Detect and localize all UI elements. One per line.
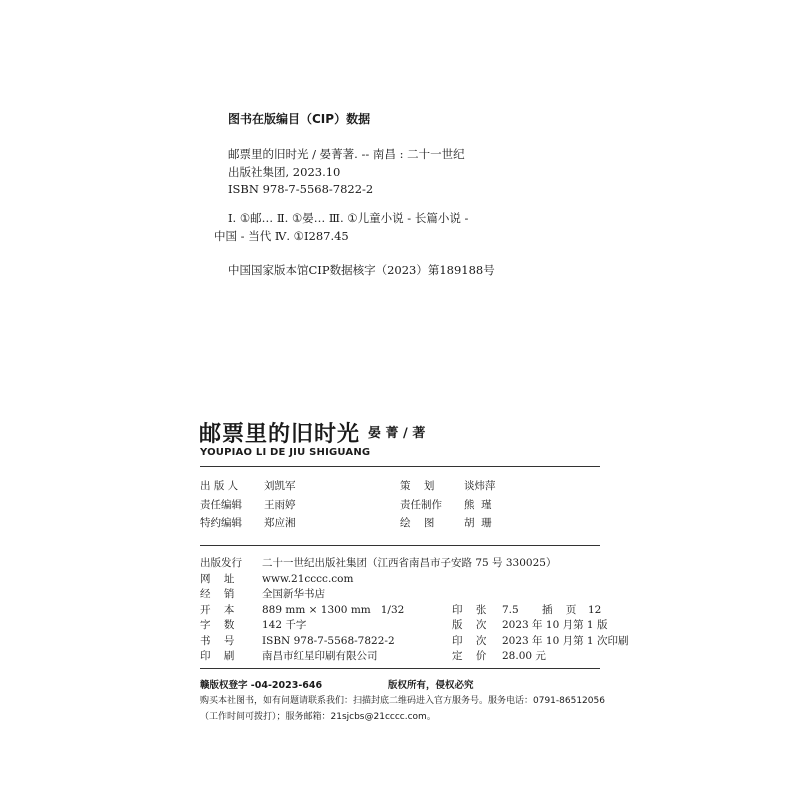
pub-sheets-row [452, 603, 601, 618]
pub-label: 印 刷 [200, 650, 235, 662]
service-hours-email: （工作时间可拨打）；服务邮箱：21sjcbs@21cccc.com。 [200, 712, 436, 722]
staff-label: 策 划 [400, 480, 435, 492]
pub-label: 出版发行 [200, 557, 242, 569]
cip-classification-line1: Ⅰ. ①邮… Ⅱ. ①晏… Ⅲ. ①儿童小说 - 长篇小说 - [228, 211, 469, 225]
pub-value: 2023 年 10 月第 1 次印刷 [502, 635, 629, 647]
staff-label: 出 版 人 [200, 480, 239, 492]
pub-value: 7.5 [502, 604, 519, 616]
pub-label: 字 数 [200, 619, 235, 631]
pub-isbn-row [200, 634, 395, 649]
pub-value: 二十一世纪出版社集团（江西省南昌市子安路 75 号 330025） [262, 557, 557, 569]
pub-value: www.21cccc.com [262, 573, 354, 585]
staff-label: 责任制作 [400, 499, 442, 511]
pub-label: 书 号 [200, 635, 235, 647]
staff-value: 熊 瑾 [464, 499, 492, 511]
pub-label: 插 页 [542, 604, 577, 616]
staff-label: 特约编辑 [200, 517, 242, 529]
pub-label: 定 价 [452, 650, 487, 662]
staff-value: 刘凯军 [264, 480, 296, 492]
divider-line [200, 545, 600, 546]
staff-value: 谈炜萍 [464, 480, 496, 492]
pub-label: 经 销 [200, 588, 235, 600]
book-title-pinyin: YOUPIAO LI DE JIU SHIGUANG [200, 447, 371, 458]
book-title: 邮票里的旧时光 [199, 421, 361, 447]
staff-label: 责任编辑 [200, 499, 242, 511]
staff-value: 郑应湘 [264, 517, 296, 529]
rights-reserved: 版权所有，侵权必究 [388, 680, 474, 691]
staff-production [400, 498, 492, 513]
pub-price-row [452, 649, 546, 664]
pub-distributor-row [200, 587, 325, 602]
pub-label: 印 次 [452, 635, 487, 647]
pub-value: 全国新华书店 [262, 588, 325, 600]
cip-record-line2: 出版社集团, 2023.10 [228, 165, 341, 179]
pub-value: 28.00 元 [502, 650, 546, 662]
cip-isbn: ISBN 978-7-5568-7822-2 [228, 182, 374, 196]
copyright-registration: 赣版权登字 -04-2023-646 [200, 680, 323, 691]
pub-format-row [200, 603, 404, 618]
pub-printing-row [452, 634, 628, 649]
pub-label: 网 址 [200, 573, 235, 585]
cip-record-line1: 邮票里的旧时光 / 晏菁著. -- 南昌 : 二十一世纪 [228, 147, 465, 161]
pub-label: 版 次 [452, 619, 487, 631]
staff-illustrator [400, 516, 492, 531]
pub-value: 2023 年 10 月第 1 版 [502, 619, 608, 631]
staff-planner [400, 479, 496, 494]
pub-value: 142 千字 [262, 619, 307, 631]
cip-heading: 图书在版编目（CIP）数据 [228, 112, 371, 126]
pub-value: ISBN 978-7-5568-7822-2 [262, 635, 395, 647]
divider-line [200, 668, 600, 669]
cip-verification-number: 中国国家版本馆CIP数据核字（2023）第189188号 [228, 263, 495, 277]
cip-classification-line2: 中国 - 当代 Ⅳ. ①I287.45 [214, 229, 349, 243]
pub-label: 印 张 [452, 604, 487, 616]
pub-label: 开 本 [200, 604, 235, 616]
pub-words-row [200, 618, 306, 633]
staff-value: 胡 珊 [464, 517, 492, 529]
pub-value: 889 mm × 1300 mm 1/32 [262, 604, 405, 616]
staff-special-editor [200, 516, 296, 531]
staff-value: 王雨婷 [264, 499, 296, 511]
pub-value: 南昌市红星印刷有限公司 [262, 650, 378, 662]
pub-printer-row [200, 649, 378, 664]
pub-edition-row [452, 618, 607, 633]
staff-responsible-editor [200, 498, 296, 513]
divider-line [200, 466, 600, 467]
staff-publisher [200, 479, 296, 494]
book-author: 晏 菁 / 著 [368, 426, 426, 441]
pub-publisher-row [200, 556, 556, 571]
service-info: 购买本社图书，如有问题请联系我们：扫描封底二维码进入官方服务号。服务电话：0791-86512056 [200, 696, 605, 706]
pub-value: 12 [588, 604, 602, 616]
staff-label: 绘 图 [400, 517, 435, 529]
pub-website-row [200, 572, 353, 587]
